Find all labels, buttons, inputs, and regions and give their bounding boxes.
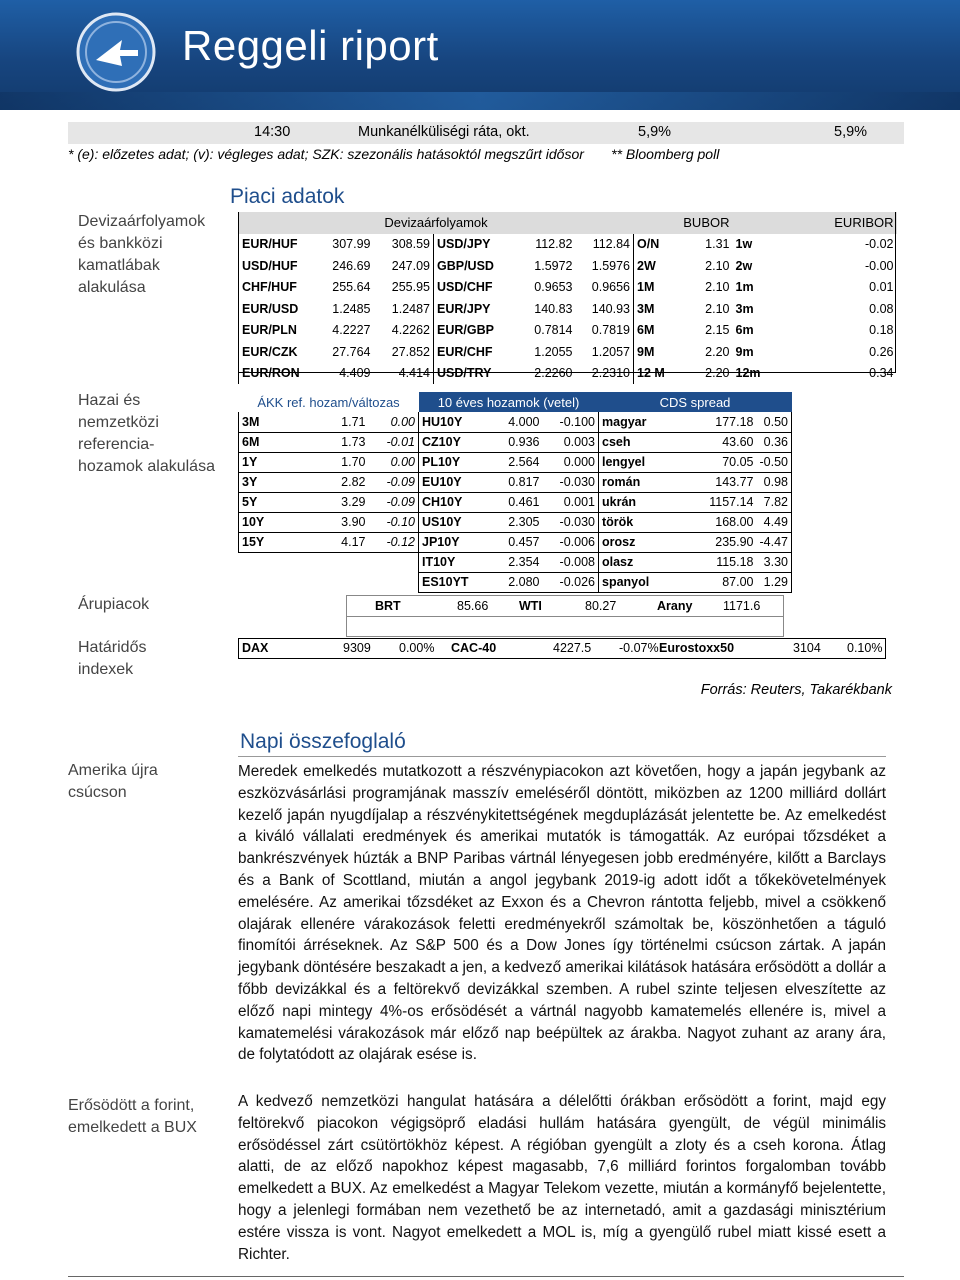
yields-cell: 2.354 [479,552,543,572]
side-heading-commodities: Árupiacok [78,596,150,613]
yields-cell: -0.008 [543,552,599,572]
yields-cell: 0.00 [369,412,419,432]
eurostoxx-change: 0.10% [847,641,883,655]
side-line: nemzetközi [78,414,159,431]
fx-row [239,341,897,363]
fx-cell: 1.31 [705,237,730,252]
yields-row [239,512,792,532]
event-name: Munkanélküliségi ráta, okt. [358,124,530,140]
fx-cell: 12 M [634,363,698,385]
summary-divider [238,756,886,757]
fx-row [239,255,897,277]
gold-label: Arany [657,599,693,613]
yields-row [239,412,792,432]
fx-header-euribor: EURIBOR [733,212,897,234]
dax-value: 9309 [343,641,371,655]
fx-cell: USD/TRY [434,363,512,385]
eurostoxx-value: 3104 [793,641,821,655]
footnote: * (e): előzetes adat; (v): végleges adat; SZK: szezonális hatásoktól megszűrt idősor ** Bloomberg poll [68,146,720,162]
yields-cell: 168.00 [695,512,757,532]
yields-cell: 3M [239,412,301,432]
fx-row [239,234,897,256]
eurostoxx-label: Eurostoxx50 [659,641,735,655]
wti-value: 80.27 [585,599,617,613]
fx-cell: EUR/USD [239,298,314,320]
yields-cell: -0.100 [543,412,599,432]
yields-cell [239,552,301,572]
fx-cell: 3m [735,301,754,316]
fx-cell: 2.2310 [591,366,630,381]
yields-cell: 15Y [239,532,301,552]
fx-cell: 112.82 [535,237,573,252]
yields-cell: 0.461 [479,492,543,512]
fx-cell: 2.20 [705,366,730,381]
yields-cell [369,572,419,592]
fx-cell: 3M [634,298,698,320]
fx-cell: 2.10 [705,258,730,273]
yields-cell: 0.000 [543,452,599,472]
fx-row [239,320,897,342]
yields-cell: 0.003 [543,432,599,452]
fx-cell: 2.10 [705,301,730,316]
yields-cell: 3.30 [757,552,792,572]
yields-cell: spanyol [599,572,695,592]
summary-paragraph-1: Meredek emelkedés mutatkozott a részvénypiacokon azt követően, hogy a japán jegybank az eszközvásárlási programjának masszív emeléséről döntött, miközben az 1200 milliárd dollárt kezelő japán nyugdíjalap a részvénykitettségének megduplázását jelentette be. Az emelkedést a kiváló vállalati eredmények és amerikai mutatók is támogatták. Az európai tőzsdéket a bankrészvények húzták a BNP Paribas vártnál lényegesen jobb eredményére, kilőtt a Barclays és a Bank of Scottland, miután a angol jegybank 2019-ig adott időt a tőkekövetelmények emelésére. Az amerikai tőzsdéket az Exxon és a Chevron rántotta feljebb, mivel a csökkenő olajárak ellenére várakozások feletti eredményekről számoltak be, köszönhetően a táguló finomítói árréseknek. Az S&P 500 és a Dow Jones így történelmi csúcson zártak. A japán jegybank döntésére beszakadt a jen, a kedvező amerikai kilátások hatására erősödött a dollár a főbb devizákkal és a feltörekvő devizákkal szemben. A rubel szinte teljesen elveszítette az előző napi mintegy 4%-os erősödését a vártnál nagyobb kamatemelés ellenére is, mivel a kamatemelési várakozások már előző nap beépültek az árakba. Nagyot zuhant az arany ára, de folytatódott az olajárak esése is. [238,763,886,1064]
side-line: kamatlábak [78,257,160,274]
fx-cell: 4.414 [398,366,430,381]
side-line: Devizaárfolyamok [78,213,206,230]
fx-cell: 140.93 [591,301,630,316]
yields-cell: ukrán [599,492,695,512]
side-line: csúcson [68,784,127,801]
fx-cell: 0.08 [869,301,894,316]
cac-value: 4227.5 [553,641,592,655]
yields-cell: 0.00 [369,452,419,472]
brt-label: BRT [375,599,401,613]
side-heading-fx [78,211,205,299]
fx-cell: 2W [634,255,698,277]
fx-cell: 1w [735,237,753,252]
yields-cell: US10Y [419,512,479,532]
dax-change: 0.00% [399,641,435,655]
cac-change: -0.07% [619,641,659,655]
fx-cell: 2.10 [705,280,730,295]
yields-cell: 3.29 [301,492,369,512]
fx-row [239,277,897,299]
bottom-divider [68,1276,904,1277]
yields-cell [369,552,419,572]
fx-cell: 0.26 [869,344,894,359]
fx-cell: USD/HUF [239,255,314,277]
yields-cell: -0.030 [543,472,599,492]
cac-label: CAC-40 [451,641,497,655]
yields-header-cds: CDS spread [599,392,792,412]
fx-cell: 27.764 [332,344,371,359]
fx-header-bubor: BUBOR [634,212,733,234]
yields-header-akk: ÁKK ref. hozam/változas [239,392,419,412]
wti-label: WTI [519,599,542,613]
yields-cell: 1Y [239,452,301,472]
side-line: alakulása [78,279,146,296]
yields-cell: 0.98 [757,472,792,492]
fx-cell: 1.5972 [534,258,573,273]
fx-cell: EUR/JPY [434,298,512,320]
yields-cell: 1157.14 [695,492,757,512]
yields-cell: -0.10 [369,512,419,532]
fx-cell: 2.2260 [534,366,573,381]
yields-cell: 7.82 [757,492,792,512]
yields-cell: 2.82 [301,472,369,492]
fx-cell: 27.852 [391,344,430,359]
fx-cell: 12m [735,366,761,381]
yields-cell: 4.000 [479,412,543,432]
yields-cell: -4.47 [757,532,792,552]
fx-cell: 4.2227 [332,323,371,338]
side-heading-forint [68,1095,197,1139]
dax-label: DAX [242,641,269,655]
side-line: emelkedett a BUX [68,1119,197,1136]
fx-cell: EUR/CHF [434,341,512,363]
yields-cell: 3Y [239,472,301,492]
yields-cell: román [599,472,695,492]
summary-title: Napi összefoglaló [240,730,406,753]
fx-cell: 112.84 [592,237,630,252]
fx-cell: EUR/GBP [434,320,512,342]
yields-cell: 1.73 [301,432,369,452]
fx-cell: 2.15 [705,323,730,338]
fx-cell: 1.5976 [591,258,630,273]
fx-cell: USD/JPY [434,234,512,256]
fx-cell: EUR/HUF [239,234,314,256]
fx-cell: CHF/HUF [239,277,314,299]
commodities-row [347,596,783,617]
yields-cell: 0.36 [757,432,792,452]
event-time: 14:30 [254,124,291,140]
yields-cell: 3.90 [301,512,369,532]
yields-cell: 4.17 [301,532,369,552]
yields-cell: -0.01 [369,432,419,452]
fx-cell: USD/CHF [434,277,512,299]
yields-row [239,452,792,472]
yields-cell: orosz [599,532,695,552]
yields-cell: 10Y [239,512,301,532]
fx-table [238,212,897,384]
fx-cell: 9M [634,341,698,363]
yields-cell: CH10Y [419,492,479,512]
yields-cell: IT10Y [419,552,479,572]
fx-cell: 1.2485 [332,301,371,316]
yields-cell: -0.09 [369,472,419,492]
fx-cell: 6M [634,320,698,342]
fx-header-row [239,212,897,234]
yields-cell: EU10Y [419,472,479,492]
side-line: Amerika újra [68,762,158,779]
fx-cell: 0.7819 [591,323,630,338]
brt-value: 85.66 [457,599,489,613]
yields-row [239,572,792,592]
side-line: Hazai és [78,392,141,409]
section-title-piaci-adatok: Piaci adatok [230,185,345,208]
yields-cell: 143.77 [695,472,757,492]
fx-cell: -0.02 [865,237,894,252]
fx-cell: EUR/PLN [239,320,314,342]
yields-cell: magyar [599,412,695,432]
fx-cell: 4.409 [339,366,371,381]
yields-cell: -0.12 [369,532,419,552]
yields-row [239,432,792,452]
side-line: Határidős [78,639,147,656]
commodities-box [346,595,784,637]
fx-cell: 0.7814 [534,323,573,338]
fx-cell: 1.2487 [391,301,430,316]
yields-cell: 0.457 [479,532,543,552]
yields-cell: 235.90 [695,532,757,552]
yields-header-row [239,392,792,412]
fx-cell: 1M [634,277,698,299]
yields-cell: 0.50 [757,412,792,432]
yields-cell: -0.026 [543,572,599,592]
summary-paragraph-2: A kedvező nemzetközi hangulat hatására a délelőtti órákban erősödött a forint, majd egy feltörekvő piacokon végigsöprő eladási hullám hatására gyengült, de végül minimális erősödéssel zárt csütörtökhöz képest. A régióban gyengült a zloty és a cseh korona. Átlag alatti, de az előző napokhoz képest magasabb, 7,6 milliárd forintos forgalomban tovább emelkedett a BUX. Az emelkedést a Magyar Telekom vezette, miután a kormányfő bejelentette, hogy a jelenlegi formában nem vezethető be az internetadó, amit a gazdasági minisztérium estére vissza is vont. Nagyot emelkedett a MOL is, míg a gyengülő rubel miatt kissé esett a Richter. [238,1093,886,1263]
yields-cell: 0.936 [479,432,543,452]
side-line: és bankközi [78,235,163,252]
yields-cell: PL10Y [419,452,479,472]
fx-cell: 1.2057 [591,344,630,359]
fx-cell: 308.59 [391,237,430,252]
fx-cell: O/N [634,234,698,256]
side-line: Erősödött a forint, [68,1097,195,1114]
fx-cell: 4.2262 [391,323,430,338]
side-line: indexek [78,661,134,678]
yields-cell [301,552,369,572]
yields-row [239,532,792,552]
yields-cell: 87.00 [695,572,757,592]
side-heading-yields [78,390,215,478]
yields-cell: -0.50 [757,452,792,472]
yields-cell: 6M [239,432,301,452]
yields-cell: 115.18 [695,552,757,572]
yields-cell: CZ10Y [419,432,479,452]
fx-cell: 6m [735,323,754,338]
yields-cell: 177.18 [695,412,757,432]
fx-cell: 247.09 [391,258,430,273]
fx-cell: 140.83 [534,301,573,316]
yields-cell: -0.030 [543,512,599,532]
yields-cell [301,572,369,592]
yields-cell: JP10Y [419,532,479,552]
yields-cell: 2.305 [479,512,543,532]
fx-cell: 246.69 [332,258,371,273]
fx-header-deviza: Devizaárfolyamok [239,212,634,234]
fx-row [239,298,897,320]
yields-cell: 43.60 [695,432,757,452]
yields-cell: 4.49 [757,512,792,532]
yields-cell: ES10YT [419,572,479,592]
event-value-2: 5,9% [834,124,868,140]
report-logo-icon [72,10,164,94]
yields-cell: HU10Y [419,412,479,432]
yields-cell: 1.70 [301,452,369,472]
side-line: hozamok alakulása [78,458,215,475]
source-note: Forrás: Reuters, Takarékbank [700,682,892,698]
yields-cell: 2.564 [479,452,543,472]
event-value-1: 5,9% [638,124,672,140]
yields-row [239,492,792,512]
event-row [68,122,904,144]
indices-row [238,638,886,659]
fx-cell: -0.00 [865,258,894,273]
fx-row [239,363,897,385]
yields-row [239,472,792,492]
yields-cell: 5Y [239,492,301,512]
yields-cell: 2.080 [479,572,543,592]
fx-cell: 0.01 [869,280,894,295]
fx-cell: 307.99 [332,237,371,252]
fx-cell: 255.95 [391,280,430,295]
side-line: referencia- [78,436,155,453]
fx-cell: 0.9656 [591,280,630,295]
yields-cell: cseh [599,432,695,452]
gold-value: 1171.6 [723,599,761,613]
yields-cell: 70.05 [695,452,757,472]
fx-cell: 2.20 [705,344,730,359]
fx-cell: 0.18 [869,323,894,338]
fx-cell: 9m [735,344,754,359]
yields-row [239,552,792,572]
yields-cell: -0.006 [543,532,599,552]
fx-cell: 0.34 [869,366,894,381]
report-title: Reggeli riport [182,22,439,69]
yields-header-ten: 10 éves hozamok (vetel) [419,392,599,412]
yields-cell: 1.29 [757,572,792,592]
yields-cell: -0.09 [369,492,419,512]
yields-cell: török [599,512,695,532]
yields-cell: olasz [599,552,695,572]
fx-cell: GBP/USD [434,255,512,277]
yields-table [238,392,792,593]
fx-cell: 1.2055 [534,344,573,359]
yields-cell: lengyel [599,452,695,472]
yields-cell: 0.001 [543,492,599,512]
fx-cell: EUR/CZK [239,341,314,363]
side-heading-indices [78,637,146,681]
fx-cell: 255.64 [332,280,371,295]
fx-cell: 2w [735,258,753,273]
fx-cell: EUR/RON [239,363,314,385]
side-heading-amerika [68,760,158,804]
banner-stripe [0,92,960,110]
yields-cell: 1.71 [301,412,369,432]
fx-cell: 1m [735,280,754,295]
fx-cell: 0.9653 [534,280,573,295]
yields-cell: 0.817 [479,472,543,492]
yields-cell [239,572,301,592]
